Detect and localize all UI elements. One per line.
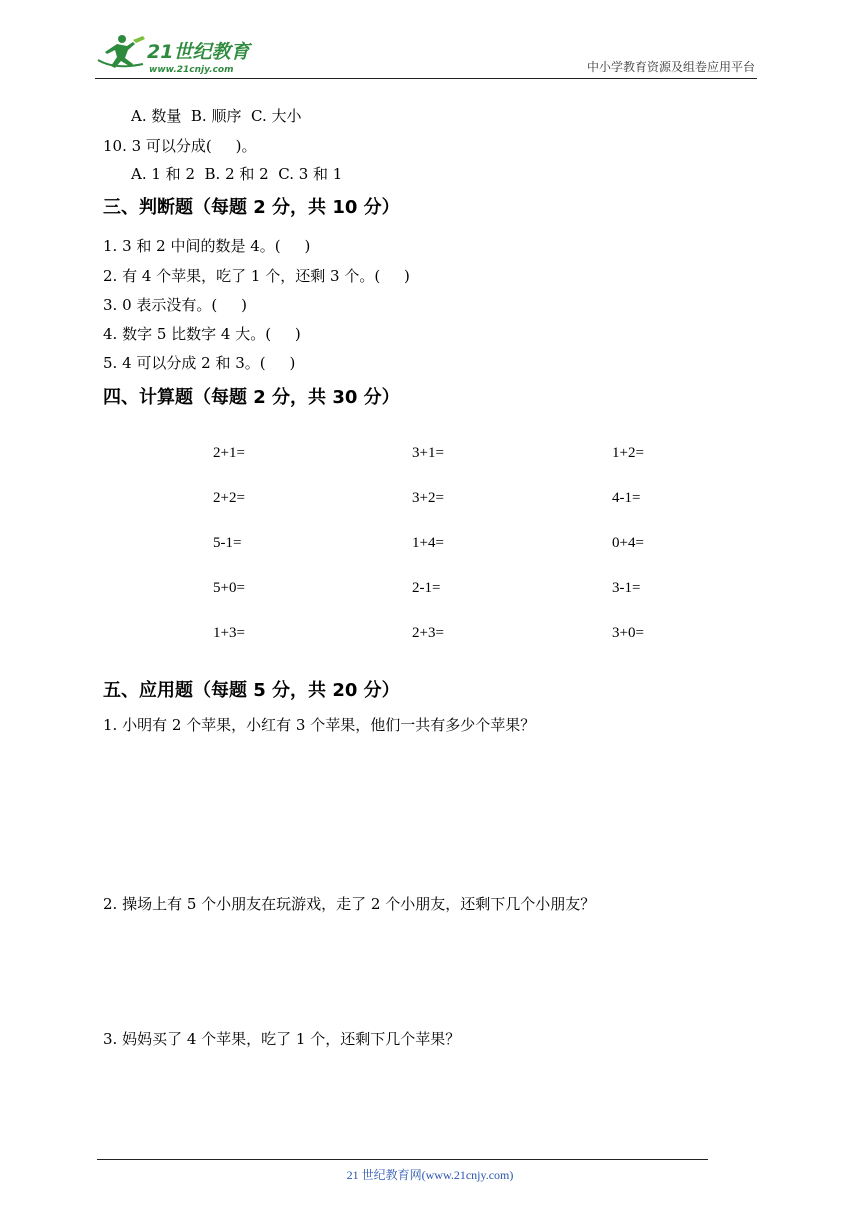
calc-item: 2+3= (412, 625, 444, 641)
footer-divider (97, 1159, 708, 1160)
apply-item: 2. 操场上有 5 个小朋友在玩游戏，走了 2 个小朋友，还剩下几个小朋友？ (103, 895, 596, 913)
calc-item: 2-1= (412, 580, 441, 596)
calc-item: 3+2= (412, 490, 444, 506)
judge-item: 2. 有 4 个苹果，吃了 1 个，还剩 3 个。( ) (103, 267, 410, 285)
calc-item: 2+1= (213, 445, 245, 461)
judge-item: 4. 数字 5 比数字 4 大。( ) (103, 325, 301, 343)
page-header (95, 30, 757, 79)
calc-item: 3+1= (412, 445, 444, 461)
q10-options: A. 1 和 2 B. 2 和 2 C. 3 和 1 (131, 165, 343, 183)
q10-stem: 10. 3 可以分成( )。 (103, 137, 257, 155)
calc-item: 4-1= (612, 490, 641, 506)
apply-item: 1. 小明有 2 个苹果，小红有 3 个苹果，他们一共有多少个苹果？ (103, 716, 536, 734)
calc-section-title: 四、计算题（每题 2 分，共 30 分） (103, 387, 400, 408)
calc-item: 0+4= (612, 535, 644, 551)
calc-item: 2+2= (213, 490, 245, 506)
judge-item: 5. 4 可以分成 2 和 3。( ) (103, 354, 296, 372)
footer-link[interactable]: 21 世纪教育网(www.21cnjy.com) (346, 1168, 514, 1182)
calc-item: 5+0= (213, 580, 245, 596)
judge-item: 3. 0 表示没有。( ) (103, 296, 247, 314)
logo (95, 30, 260, 78)
calc-item: 5-1= (213, 535, 242, 551)
platform-name: 中小学教育资源及组卷应用平台 (586, 60, 755, 74)
calc-item: 1+2= (612, 445, 644, 461)
logo-url: www.21cnjy.com (149, 65, 234, 75)
logo-text: 21世纪教育 (147, 41, 250, 63)
q9-options: A. 数量 B. 顺序 C. 大小 (131, 107, 302, 125)
calc-item: 3-1= (612, 580, 641, 596)
calc-item: 1+3= (213, 625, 245, 641)
runner-icon (98, 35, 145, 68)
calc-item: 1+4= (412, 535, 444, 551)
apply-section-title: 五、应用题（每题 5 分，共 20 分） (103, 680, 400, 701)
judge-section-title: 三、判断题（每题 2 分，共 10 分） (103, 197, 400, 218)
judge-item: 1. 3 和 2 中间的数是 4。( ) (103, 237, 311, 255)
apply-item: 3. 妈妈买了 4 个苹果，吃了 1 个，还剩下几个苹果？ (103, 1030, 461, 1048)
calc-item: 3+0= (612, 625, 644, 641)
